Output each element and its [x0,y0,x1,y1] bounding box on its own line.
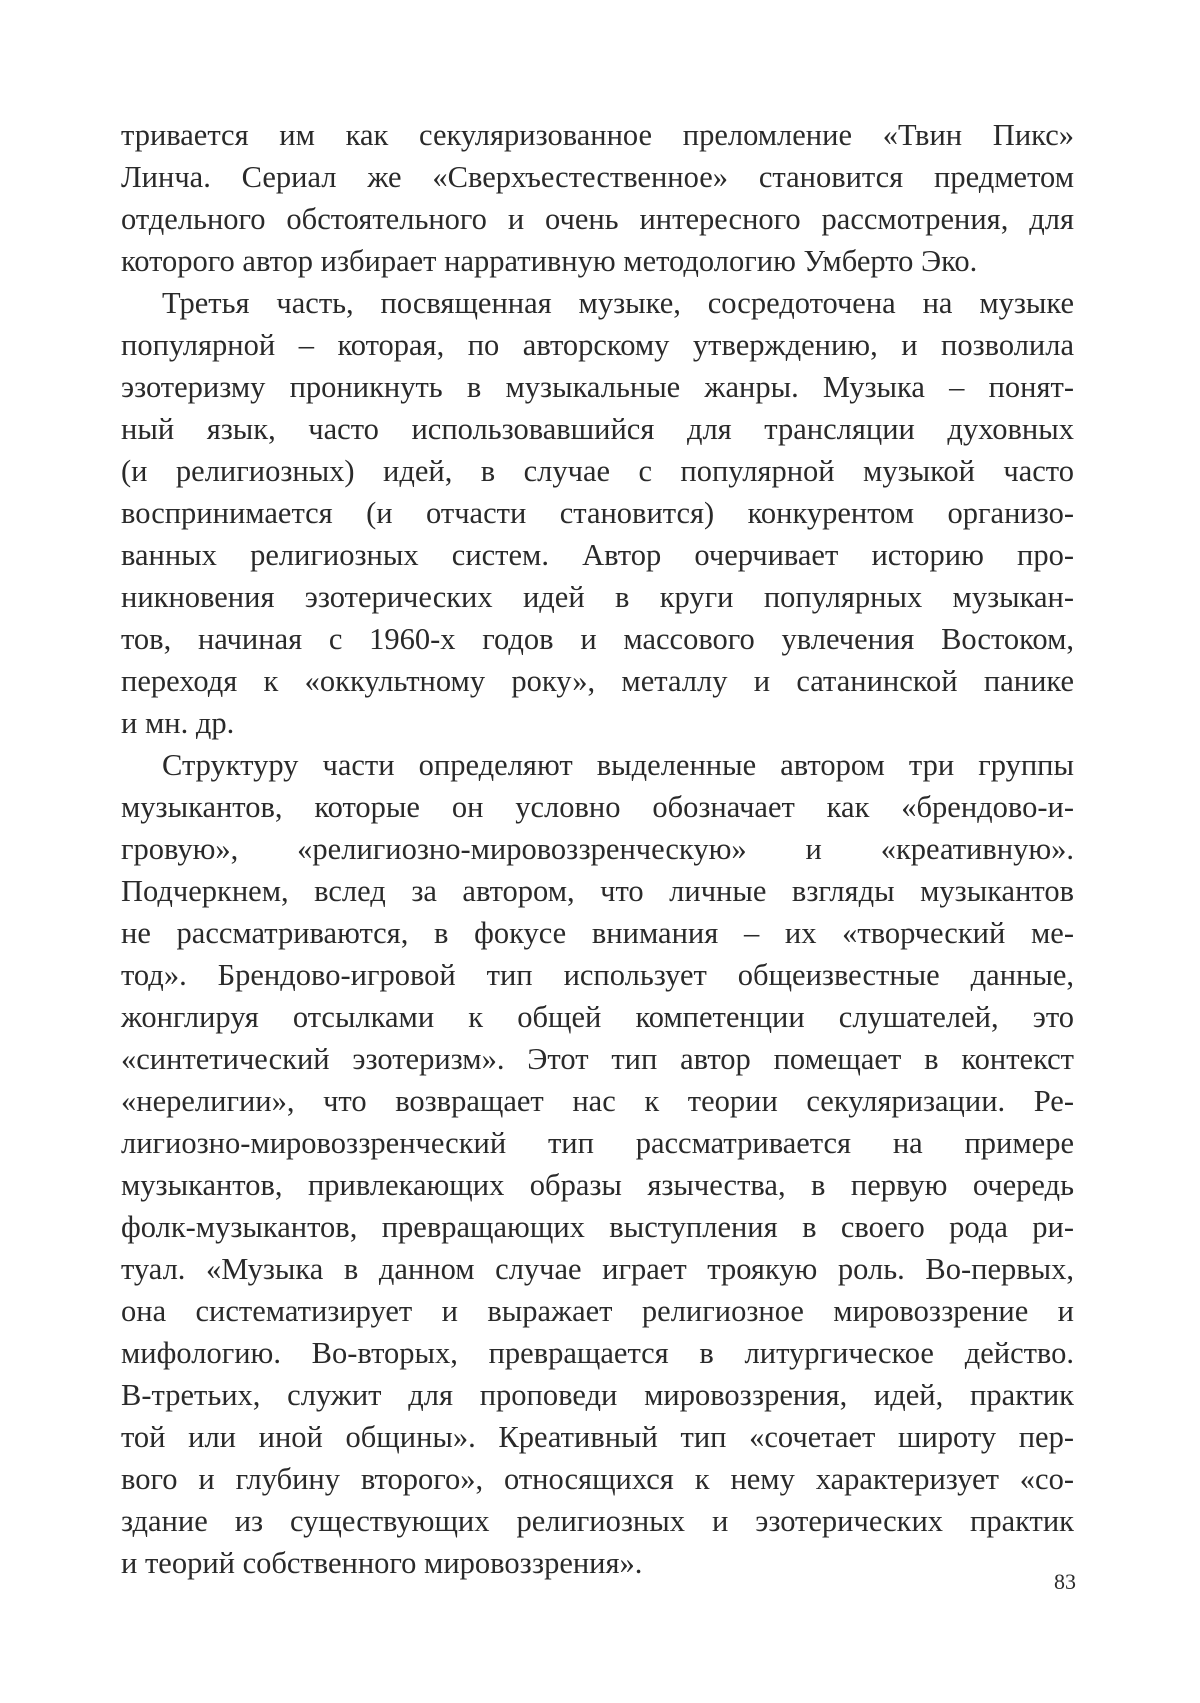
text-line: ванных религиозных систем. Автор очерчивает историю про- [121,534,1074,576]
text-line: В-третьих, служит для проповеди мировоззрения, идей, практик [121,1374,1074,1416]
text-line: Подчеркнем, вслед за автором, что личные взгляды музыкантов [121,870,1074,912]
text-line: тод». Брендово-игровой тип использует общеизвестные данные, [121,954,1074,996]
text-line: той или иной общины». Креативный тип «сочетает широту пер- [121,1416,1074,1458]
text-line: популярной – которая, по авторскому утверждению, и позволила [121,324,1074,366]
text-line: тривается им как секуляризованное преломление «Твин Пикс» [121,114,1074,156]
text-line: никновения эзотерических идей в круги популярных музыкан- [121,576,1074,618]
page-number: 83 [1030,1568,1076,1596]
body-text [121,114,1074,1584]
text-line: и мн. др. [121,702,1074,744]
text-line: «синтетический эзотеризм». Этот тип автор помещает в контекст [121,1038,1074,1080]
text-line: ный язык, часто использовавшийся для трансляции духовных [121,408,1074,450]
text-line: Структуру части определяют выделенные автором три группы [121,744,1074,786]
paragraph-2 [121,282,1074,744]
text-line: не рассматриваются, в фокусе внимания – их «творческий ме- [121,912,1074,954]
text-line: вого и глубину второго», относящихся к нему характеризует «со- [121,1458,1074,1500]
paragraph-3 [121,744,1074,1584]
text-line: переходя к «оккультному року», металлу и сатанинской панике [121,660,1074,702]
text-line: она систематизирует и выражает религиозное мировоззрение и [121,1290,1074,1332]
text-line: гровую», «религиозно-мировоззренческую» и «креативную». [121,828,1074,870]
text-line: мифологию. Во-вторых, превращается в литургическое действо. [121,1332,1074,1374]
text-line: «нерелигии», что возвращает нас к теории секуляризации. Ре- [121,1080,1074,1122]
text-line: Третья часть, посвященная музыке, сосредоточена на музыке [121,282,1074,324]
text-line: которого автор избирает нарративную методологию Умберто Эко. [121,240,1074,282]
text-line: (и религиозных) идей, в случае с популярной музыкой часто [121,450,1074,492]
paragraph-1 [121,114,1074,282]
text-line: фолк-музыкантов, превращающих выступления в своего рода ри- [121,1206,1074,1248]
text-line: тов, начиная с 1960-х годов и массового увлечения Востоком, [121,618,1074,660]
text-line: музыкантов, которые он условно обозначает как «брендово-и- [121,786,1074,828]
text-line: отдельного обстоятельного и очень интересного рассмотрения, для [121,198,1074,240]
text-line: воспринимается (и отчасти становится) конкурентом организо- [121,492,1074,534]
text-line: жонглируя отсылками к общей компетенции слушателей, это [121,996,1074,1038]
text-line: туал. «Музыка в данном случае играет троякую роль. Во-первых, [121,1248,1074,1290]
text-line: музыкантов, привлекающих образы язычества, в первую очередь [121,1164,1074,1206]
text-line: здание из существующих религиозных и эзотерических практик [121,1500,1074,1542]
text-line: Линча. Сериал же «Сверхъестественное» становится предметом [121,156,1074,198]
text-line: лигиозно-мировоззренческий тип рассматривается на примере [121,1122,1074,1164]
document-page [0,0,1200,1703]
text-line: и теорий собственного мировоззрения». [121,1542,1074,1584]
text-line: эзотеризму проникнуть в музыкальные жанры. Музыка – понят- [121,366,1074,408]
